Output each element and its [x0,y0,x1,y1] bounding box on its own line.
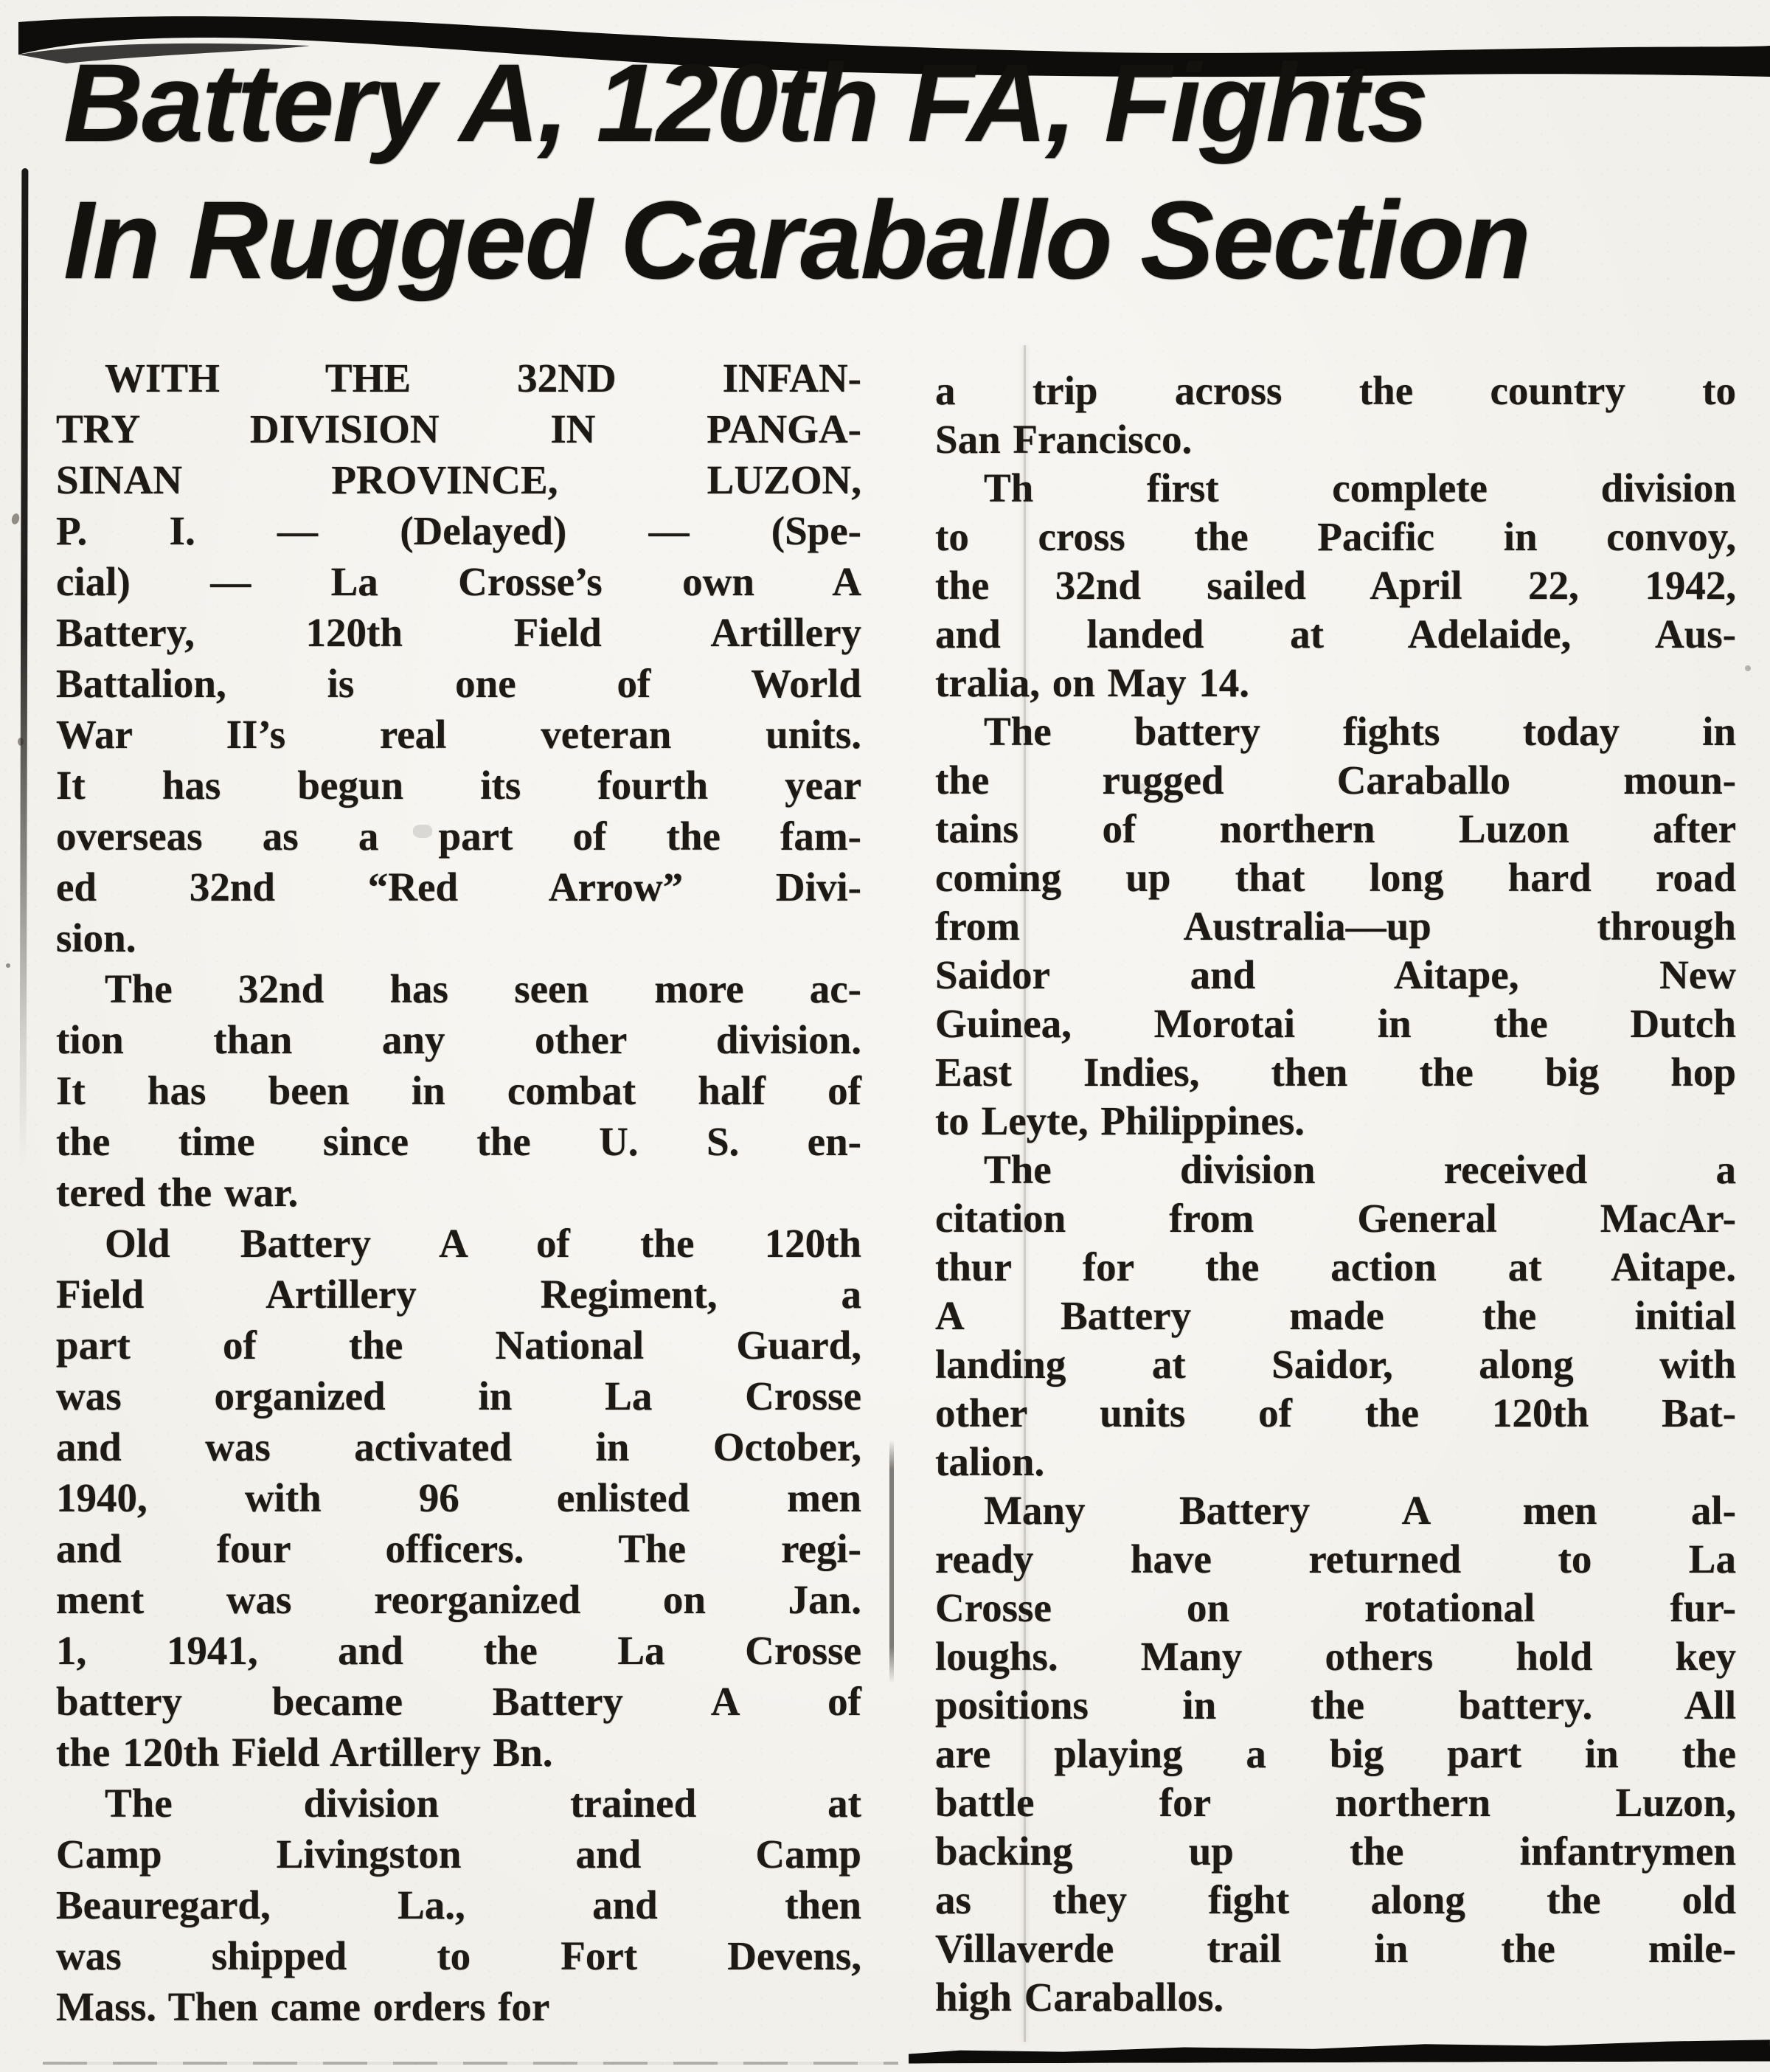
text-line: War II’s real veteran units. [56,712,861,757]
text-line: other units of the 120th Bat- [935,1390,1736,1435]
text-line: ready have returned to La [935,1536,1736,1581]
text-line: positions in the battery. All [935,1683,1736,1728]
text-line: Villaverde trail in the mile- [935,1926,1736,1971]
text-line: WITH THE 32ND INFAN- [105,356,861,401]
text-line: Guinea, Morotai in the Dutch [935,1001,1736,1046]
text-line: and landed at Adelaide, Aus- [935,611,1736,656]
paragraph [935,367,1736,464]
headline-line-1: Battery A, 120th FA, Fights [63,41,1428,164]
text-line: the time since the U. S. en- [56,1119,861,1164]
right-column [935,367,1736,2022]
headline [63,34,1745,308]
bottom-rule-left [43,2062,898,2065]
text-line: coming up that long hard road [935,855,1736,900]
ink-smudge [1136,783,1152,795]
text-line: San Francisco. [935,417,1193,462]
paragraph [935,707,1736,1146]
ink-smudge [413,825,432,838]
left-column [56,353,861,2032]
text-line: Th first complete division [984,465,1736,510]
bottom-rule-right [909,2036,1770,2063]
text-line: Beauregard, La., and then [56,1882,861,1927]
text-line: are playing a big part in the [935,1731,1736,1776]
text-line: backing up the infantrymen [935,1829,1736,1874]
text-line: ment was reorganized on Jan. [56,1577,861,1622]
text-line: to Leyte, Philippines. [935,1098,1305,1143]
ink-speck [1745,665,1751,671]
text-line: Old Battery A of the 120th [105,1221,861,1266]
text-line: 1940, with 96 enlisted men [56,1475,861,1520]
text-line: It has been in combat half of [56,1068,861,1113]
paragraph [935,464,1736,707]
text-line: P. I. — (Delayed) — (Spe- [56,508,861,553]
text-line: 1, 1941, and the La Crosse [56,1628,861,1673]
text-line: from Australia—up through [935,904,1736,949]
text-line: the rugged Caraballo moun- [935,758,1736,803]
text-line: tion than any other division. [56,1017,861,1062]
text-line: Crosse on rotational fur- [935,1585,1736,1630]
text-line: A Battery made the initial [935,1293,1736,1338]
paragraph [935,1146,1736,1486]
text-line: part of the National Guard, [56,1323,861,1368]
text-line: tralia, on May 14. [935,660,1250,705]
column-rule-fragment [889,1440,894,1683]
text-line: and was activated in October, [56,1424,861,1469]
ink-speck [10,513,20,525]
text-line: SINAN PROVINCE, LUZON, [56,457,861,502]
text-line: East Indies, then the big hop [935,1050,1736,1095]
text-line: The division trained at [105,1781,861,1826]
text-line: Battalion, is one of World [56,661,861,706]
text-line: Battery, 120th Field Artillery [56,610,861,655]
text-line: citation from General MacAr- [935,1196,1736,1241]
text-line: The battery fights today in [984,709,1736,754]
text-line: tains of northern Luzon after [935,806,1736,851]
paragraph [56,353,861,963]
paragraph [56,963,861,1218]
text-line: thur for the action at Aitape. [935,1244,1736,1289]
text-line: was shipped to Fort Devens, [56,1933,861,1978]
text-line: and four officers. The regi- [56,1526,861,1571]
text-line: The 32nd has seen more ac- [105,966,861,1011]
text-line: landing at Saidor, along with [935,1342,1736,1387]
text-line: ed 32nd “Red Arrow” Divi- [56,865,861,909]
text-line: Field Artillery Regiment, a [56,1272,861,1317]
text-line: The division received a [984,1147,1736,1192]
paragraph [56,1218,861,1778]
text-line: cial) — La Crosse’s own A [56,559,861,604]
text-line: battery became Battery A of [56,1679,861,1724]
text-line: talion. [935,1439,1045,1484]
text-line: Camp Livingston and Camp [56,1832,861,1877]
ink-speck [6,963,10,968]
text-line: Mass. Then came orders for [56,1984,550,2029]
text-line: Saidor and Aitape, New [935,952,1736,997]
text-line: TRY DIVISION IN PANGA- [56,406,861,451]
text-line: tered the war. [56,1170,299,1215]
text-line: Many Battery A men al- [984,1488,1736,1533]
headline-line-2: In Rugged Caraballo Section [63,178,1530,302]
paragraph [935,1486,1736,2022]
text-line: a trip across the country to [935,368,1736,413]
text-line: sion. [56,915,136,960]
ink-speck [18,738,24,746]
text-line: the 120th Field Artillery Bn. [56,1730,553,1775]
text-line: battle for northern Luzon, [935,1780,1736,1825]
text-line: as they fight along the old [935,1877,1736,1922]
text-line: overseas as a part of the fam- [56,814,861,859]
text-line: the 32nd sailed April 22, 1942, [935,563,1736,608]
text-line: loughs. Many others hold key [935,1634,1736,1679]
text-line: It has begun its fourth year [56,763,861,808]
text-line: was organized in La Crosse [56,1373,861,1418]
paragraph [56,1778,861,2032]
text-line: to cross the Pacific in convoy, [935,514,1736,559]
left-edge-rule [20,168,29,1164]
text-line: high Caraballos. [935,1975,1224,2020]
